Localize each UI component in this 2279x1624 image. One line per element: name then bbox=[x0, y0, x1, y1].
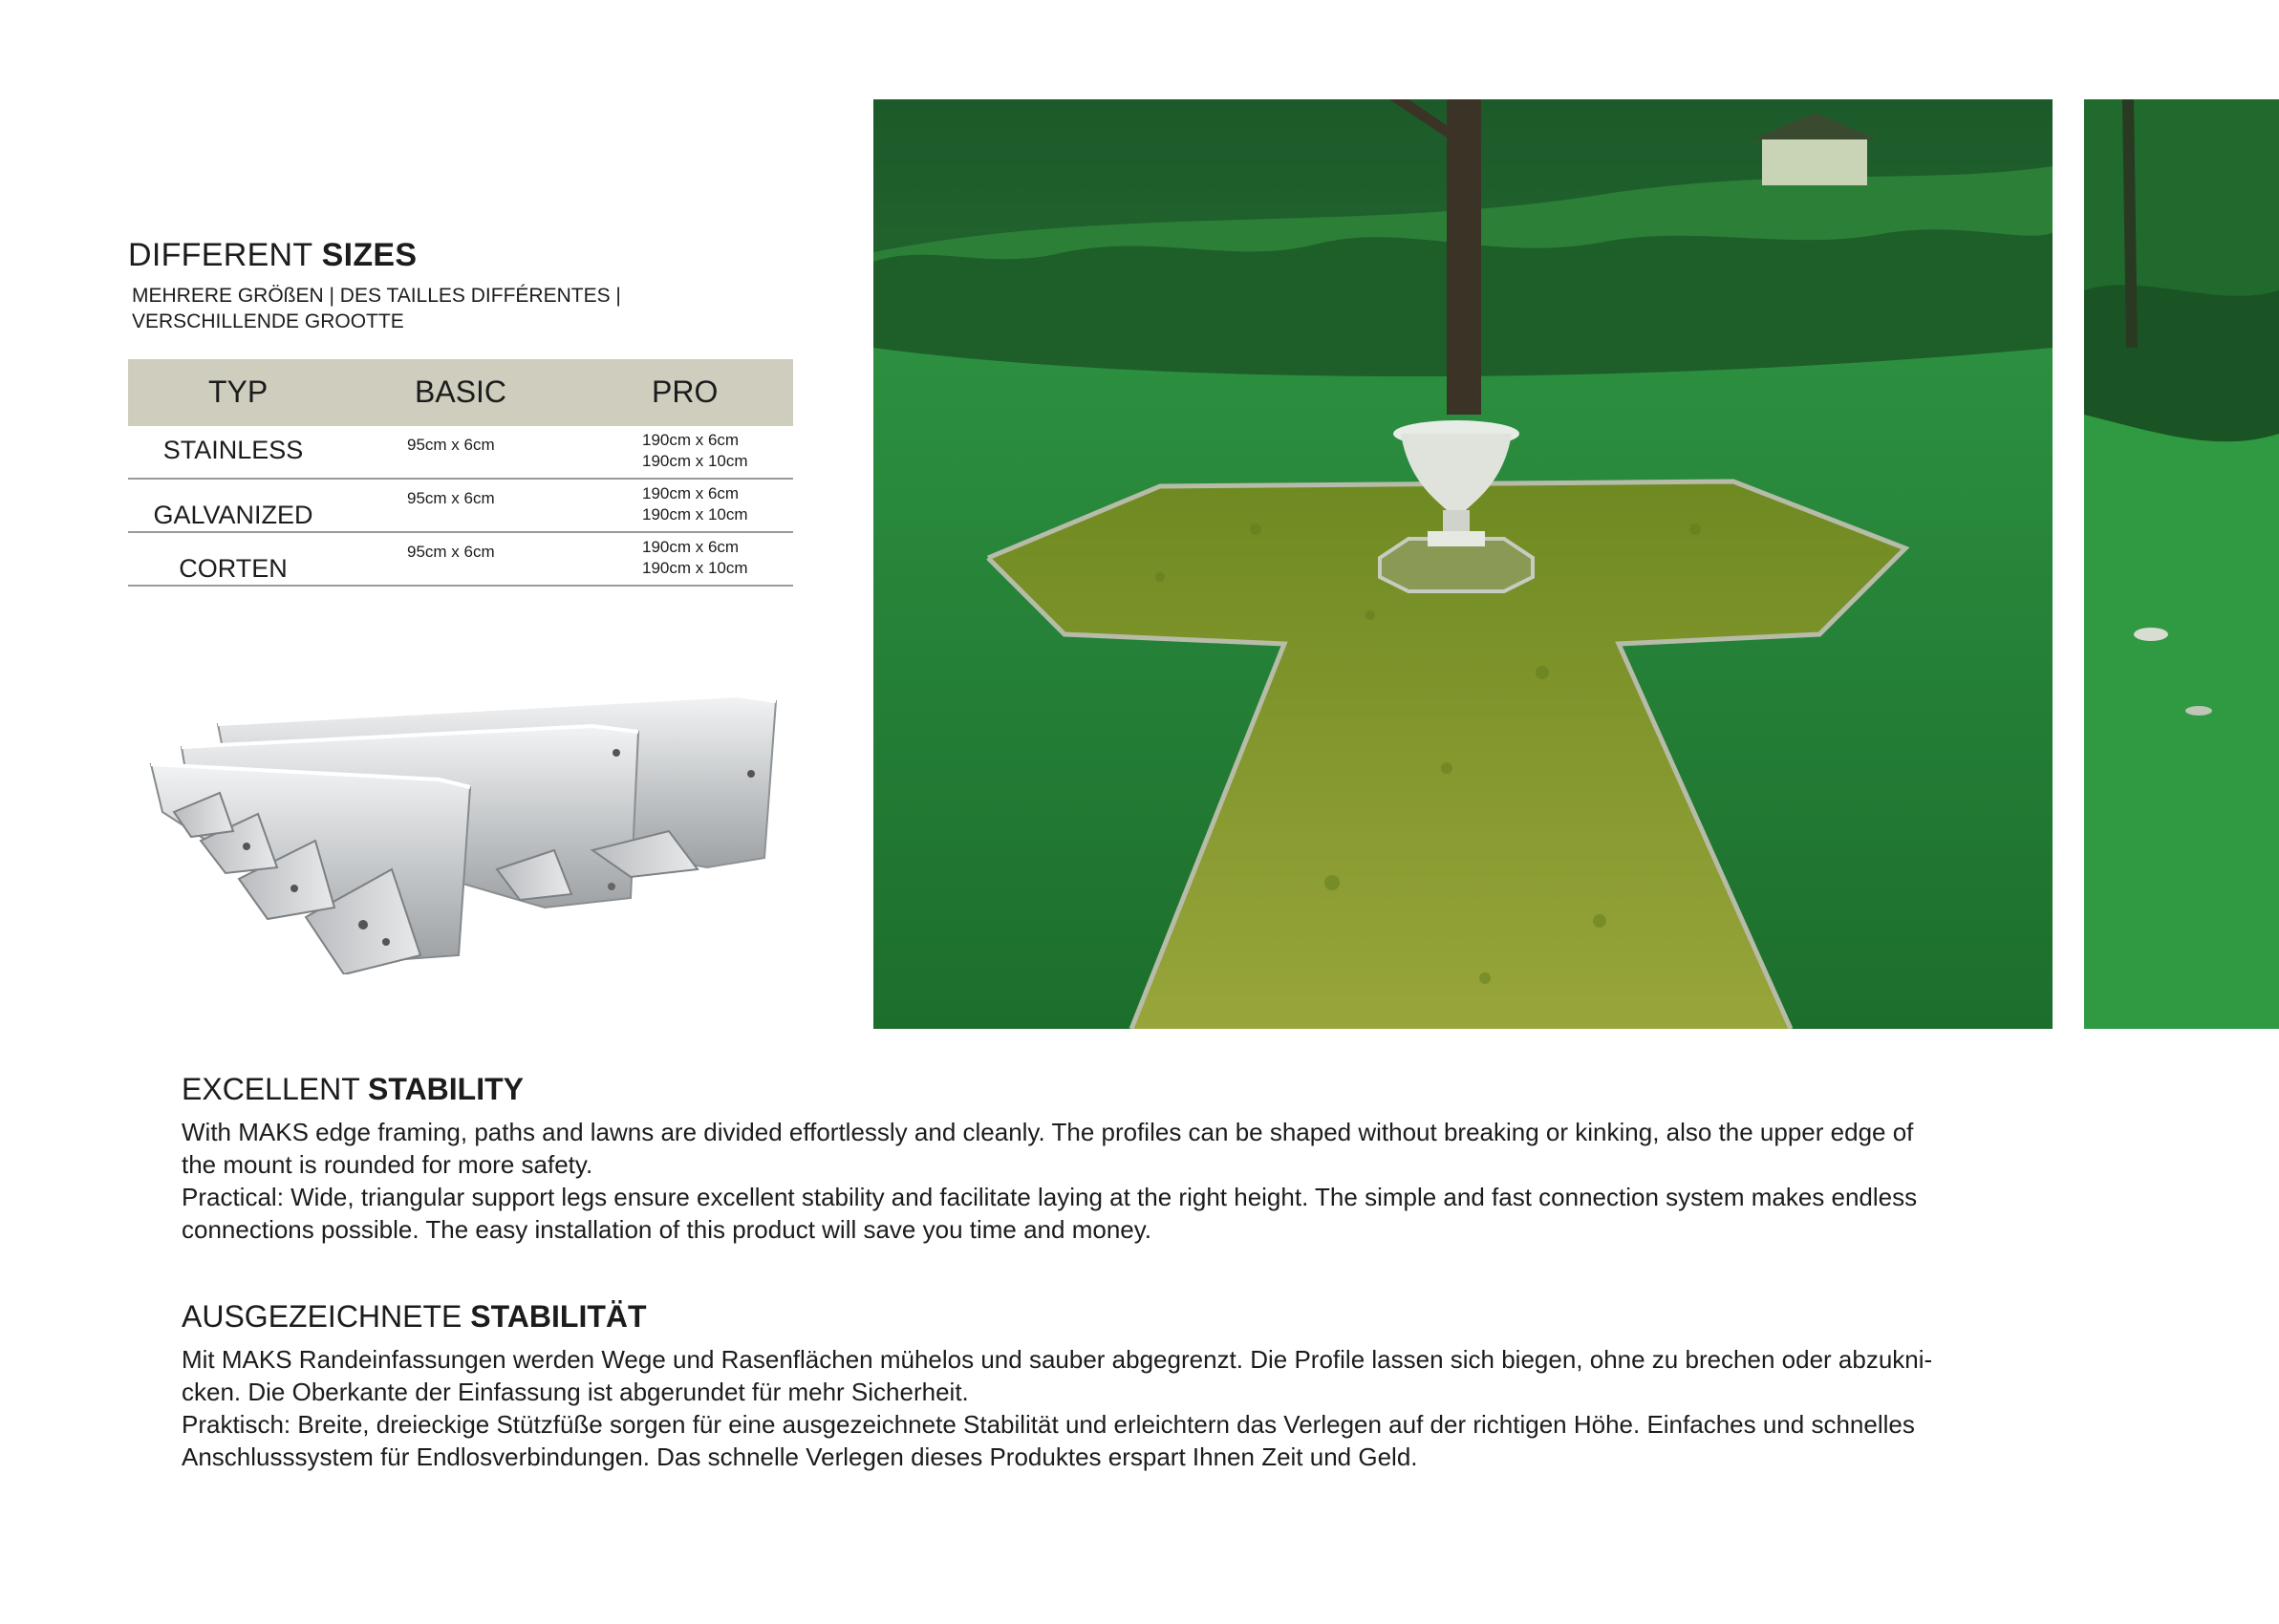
stability-de-heading bbox=[182, 1299, 647, 1335]
metal-edging-product-image bbox=[134, 669, 803, 974]
body-line: With MAKS edge framing, paths and lawns are divided effortlessly and cleanly. The profiles can be shaped without breaking or kinking, also the upper edge of bbox=[182, 1118, 1914, 1146]
cell-basic: 95cm x 6cm bbox=[407, 489, 495, 507]
body-line: cken. Die Oberkante der Einfassung ist abgerundet für mehr Sicherheit. bbox=[182, 1378, 969, 1406]
sizes-subtitle-line: VERSCHILLENDE GROOTTE bbox=[132, 310, 404, 332]
sizes-heading-bold: SIZES bbox=[321, 237, 418, 273]
lawn-side-illustration bbox=[2084, 99, 2279, 1029]
cell-basic: 95cm x 6cm bbox=[407, 543, 495, 561]
table-row bbox=[128, 533, 793, 587]
body-line: Anschlusssystem für Endlosverbindungen. Das schnelle Verlegen dieses Produktes erspart Ihnen Zeit und Geld. bbox=[182, 1442, 1418, 1471]
sizes-subtitle bbox=[132, 283, 667, 334]
cell-pro bbox=[642, 430, 748, 472]
cell-type: STAINLESS bbox=[162, 436, 304, 464]
table-row bbox=[128, 480, 793, 533]
stability-de-body bbox=[182, 1343, 2112, 1473]
cell-type: CORTEN bbox=[179, 554, 288, 583]
stability-en-heading-bold: STABILITY bbox=[368, 1072, 524, 1106]
cell-pro bbox=[642, 483, 748, 525]
cell-pro bbox=[642, 537, 748, 579]
table-row bbox=[128, 426, 793, 480]
table-header-row bbox=[128, 359, 793, 426]
cell-pro-line: 190cm x 6cm bbox=[642, 538, 740, 556]
garden-path-illustration bbox=[873, 99, 2053, 1029]
stability-en-body bbox=[182, 1116, 2112, 1246]
garden-path-photo bbox=[873, 99, 2053, 1029]
sizes-subtitle-line: MEHRERE GRÖßEN | DES TAILLES DIFFÉRENTES | bbox=[132, 285, 621, 307]
sizes-table bbox=[128, 359, 793, 587]
body-line: Praktisch: Breite, dreieckige Stützfüße sorgen für eine ausgezeichnete Stabilität und erleichtern das Verlegen auf der richtigen Höhe. Einfaches und schnelles bbox=[182, 1410, 1915, 1439]
cell-pro-line: 190cm x 10cm bbox=[642, 559, 748, 577]
cell-pro-line: 190cm x 6cm bbox=[642, 484, 740, 502]
stability-en-heading bbox=[182, 1072, 524, 1107]
sizes-heading bbox=[128, 237, 417, 274]
stability-en-heading-light: EXCELLENT bbox=[182, 1072, 360, 1106]
cell-pro-line: 190cm x 6cm bbox=[642, 431, 740, 449]
stability-de-heading-light: AUSGEZEICHNETE bbox=[182, 1299, 462, 1334]
cell-basic: 95cm x 6cm bbox=[407, 436, 495, 454]
cell-pro-line: 190cm x 10cm bbox=[642, 505, 748, 524]
sizes-heading-light: DIFFERENT bbox=[128, 237, 312, 273]
header-pro: PRO bbox=[652, 374, 719, 409]
lawn-side-photo bbox=[2084, 99, 2279, 1029]
cell-pro-line: 190cm x 10cm bbox=[642, 452, 748, 470]
header-basic: BASIC bbox=[415, 374, 507, 409]
stability-de-heading-bold: STABILITÄT bbox=[470, 1299, 647, 1334]
body-line: Mit MAKS Randeinfassungen werden Wege und Rasenflächen mühelos und sauber abgegrenzt. Die Profile lassen sich biegen, ohne zu brechen oder abzukni- bbox=[182, 1345, 1933, 1374]
body-line: the mount is rounded for more safety. bbox=[182, 1150, 593, 1179]
body-line: Practical: Wide, triangular support legs ensure excellent stability and facilitate laying at the right height. The simple and fast connection system makes endless bbox=[182, 1183, 1918, 1211]
body-line: connections possible. The easy installation of this product will save you time and money. bbox=[182, 1215, 1152, 1244]
cell-type: GALVANIZED bbox=[153, 501, 313, 529]
header-typ: TYP bbox=[208, 374, 269, 409]
